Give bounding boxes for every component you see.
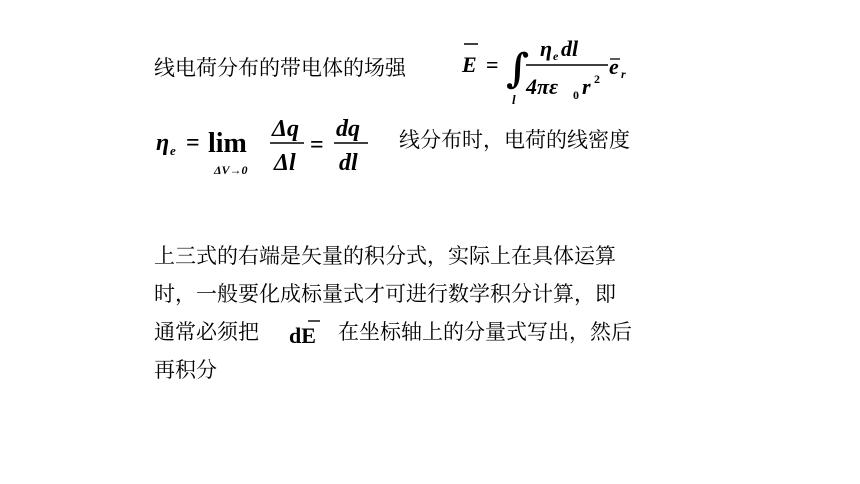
numerator-dl: dl [561, 36, 579, 61]
field-strength-formula [460, 32, 640, 110]
numerator-eta-sub: e [553, 49, 559, 63]
frac2-numerator: dq [336, 116, 360, 142]
equals-sign-2: = [310, 132, 324, 158]
field-strength-label: 线电荷分布的带电体的场强 [154, 56, 406, 80]
paragraph-line-2: 时，一般要化成标量式才可进行数学积分计算，即 [154, 282, 616, 306]
unit-vector-e: e [609, 54, 619, 79]
lim-operator: lim [208, 128, 247, 159]
line-density-formula [156, 110, 376, 180]
integral-lower-limit: l [512, 92, 516, 107]
lim-subscript: ΔV→0 [214, 163, 248, 177]
denominator-r: r [582, 74, 591, 99]
paragraph-line-3-before: 通常必须把 [154, 320, 259, 344]
paragraph-line-3-after: 在坐标轴上的分量式写出，然后 [338, 320, 632, 344]
paragraph-line-4: 再积分 [154, 358, 217, 382]
de-text: dE [289, 323, 316, 348]
frac2-denominator: dl [339, 150, 358, 176]
numerator-eta: η [540, 36, 553, 61]
denominator-eps-sub: 0 [573, 88, 579, 102]
line-density-label: 线分布时，电荷的线密度 [399, 128, 630, 152]
paragraph-line-3 [154, 322, 259, 343]
equals-sign: = [486, 52, 499, 77]
lhs-e: E [462, 52, 477, 77]
frac1-numerator: Δq [272, 116, 300, 142]
denominator-4pi-eps: 4πε [526, 74, 559, 99]
eta-lhs: η [156, 130, 170, 156]
integral-sign: ∫ [506, 45, 530, 92]
denominator-r-sup: 2 [594, 72, 600, 86]
unit-vector-r-sub: r [621, 67, 626, 81]
de-vector [288, 316, 324, 348]
equals-sign-1: = [186, 130, 200, 156]
eta-lhs-sub: e [170, 143, 176, 158]
frac1-denominator: Δl [274, 150, 296, 176]
paragraph-line-1: 上三式的右端是矢量的积分式，实际上在具体运算 [154, 244, 616, 268]
